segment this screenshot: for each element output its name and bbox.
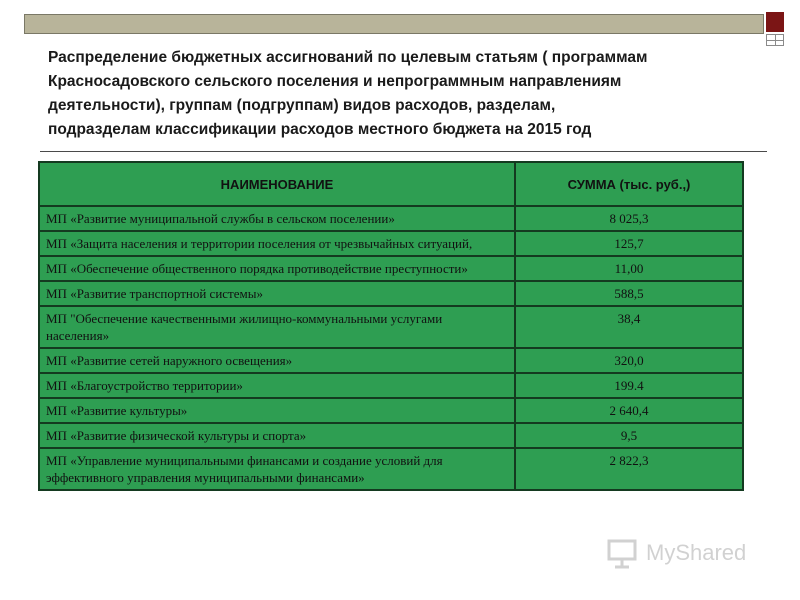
row-sum: 11,00 (515, 256, 743, 281)
column-header-sum: СУММА (тыс. руб.,) (515, 162, 743, 206)
row-name: МП «Развитие физической культуры и спорта» (39, 423, 515, 448)
row-sum: 320,0 (515, 348, 743, 373)
table-row (39, 306, 743, 348)
watermark (606, 536, 766, 572)
budget-table (38, 161, 744, 491)
table-header-row (39, 162, 743, 206)
row-name: МП «Управление муниципальными финансами и создание условий для эффективного управления муниципальными финансами» (39, 448, 515, 490)
presentation-icon (606, 538, 640, 570)
table-row (39, 398, 743, 423)
row-sum: 2 822,3 (515, 448, 743, 490)
table-row (39, 423, 743, 448)
title-line: деятельности), группам (подгруппам) видов расходов, разделам, (48, 97, 556, 114)
row-sum: 8 025,3 (515, 206, 743, 231)
table-row (39, 231, 743, 256)
column-header-name: НАИМЕНОВАНИЕ (39, 162, 515, 206)
row-sum: 9,5 (515, 423, 743, 448)
red-accent-square (766, 12, 784, 32)
row-sum: 588,5 (515, 281, 743, 306)
table-row (39, 206, 743, 231)
row-sum: 2 640,4 (515, 398, 743, 423)
row-sum: 38,4 (515, 306, 743, 348)
row-name: МП «Развитие транспортной системы» (39, 281, 515, 306)
row-name: МП «Защита населения и территории поселения от чрезвычайных ситуаций, (39, 231, 515, 256)
table-row (39, 256, 743, 281)
row-name: МП "Обеспечение качественными жилищно-коммунальными услугами населения» (39, 306, 515, 348)
row-name: МП «Развитие сетей наружного освещения» (39, 348, 515, 373)
title-line: подразделам классификации расходов местного бюджета на 2015 год (48, 121, 592, 138)
grid-accent-square (766, 34, 784, 46)
slide-title (48, 46, 748, 142)
row-sum: 199.4 (515, 373, 743, 398)
row-name: МП «Обеспечение общественного порядка противодействие преступности» (39, 256, 515, 281)
row-name: МП «Благоустройство территории» (39, 373, 515, 398)
table-row (39, 373, 743, 398)
table-row (39, 281, 743, 306)
title-line: Красносадовского сельского поселения и непрограммным направлениям (48, 73, 622, 90)
row-name: МП «Развитие муниципальной службы в сельском поселении» (39, 206, 515, 231)
title-line: Распределение бюджетных ассигнований по целевым статьям ( программам (48, 49, 648, 66)
row-name: МП «Развитие культуры» (39, 398, 515, 423)
top-decor-bar (24, 14, 764, 34)
row-sum: 125,7 (515, 231, 743, 256)
table-row (39, 448, 743, 490)
table-row (39, 348, 743, 373)
watermark-text: MyShared (646, 540, 747, 565)
title-divider (40, 151, 767, 152)
